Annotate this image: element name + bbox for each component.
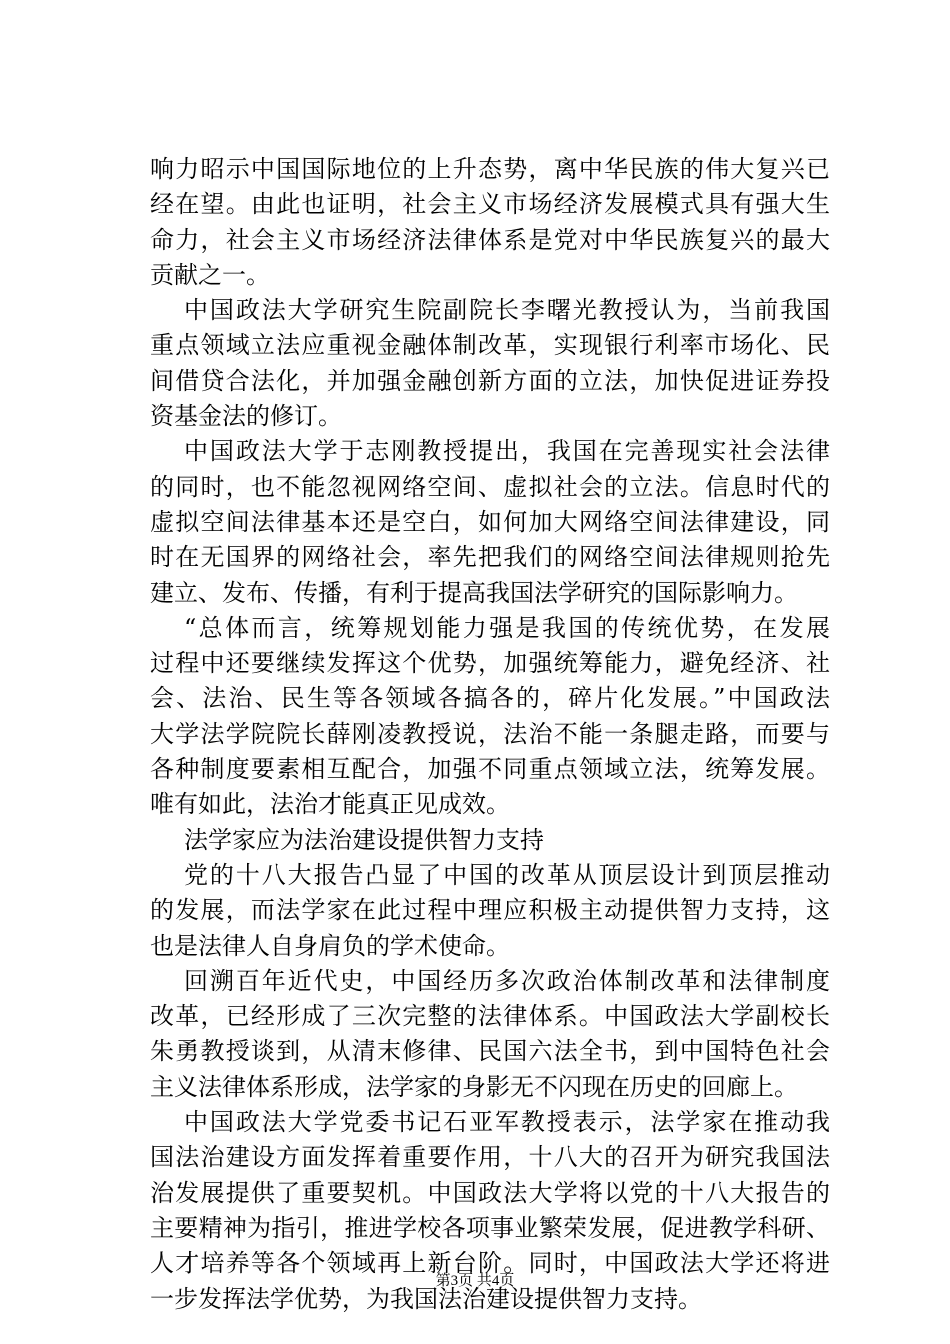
text-line: 重点领域立法应重视金融体制改革，实现银行利率市场化、民 [150,331,830,360]
text-line: 一步发挥法学优势，为我国法治建设提供智力支持。 [150,1284,702,1313]
text-line: 会、法治、民生等各领域各搞各的，碎片化发展。”中国政法 [150,684,830,713]
text-line: 也是法律人自身肩负的学术使命。 [150,931,510,960]
text-line: 大学法学院院长薛刚凌教授说，法治不能一条腿走路，而要与 [150,719,830,748]
text-line: 朱勇教授谈到，从清末修律、民国六法全书，到中国特色社会 [150,1037,830,1066]
text-line: 唯有如此，法治才能真正见成效。 [150,790,510,819]
text-line: 党的十八大报告凸显了中国的改革从顶层设计到顶层推动 [184,860,830,889]
text-line: 时在无国界的网络社会，率先把我们的网络空间法律规则抢先 [150,543,830,572]
text-line: 中国政法大学于志刚教授提出，我国在完善现实社会法律 [184,437,830,466]
text-line: 中国政法大学研究生院副院长李曙光教授认为，当前我国 [184,296,830,325]
text-line: 国法治建设方面发挥着重要作用，十八大的召开为研究我国法 [150,1143,830,1172]
text-line: 回溯百年近代史，中国经历多次政治体制改革和法律制度 [184,966,830,995]
text-line: 间借贷合法化，并加强金融创新方面的立法，加快促进证券投 [150,366,830,395]
text-line: 建立、发布、传播，有利于提高我国法学研究的国际影响力。 [150,578,798,607]
text-line: 经在望。由此也证明，社会主义市场经济发展模式具有强大生 [150,190,830,219]
text-line: 贡献之一。 [150,260,270,289]
text-line: 人才培养等各个领域再上新台阶。同时，中国政法大学还将进 [150,1249,830,1278]
text-line: 各种制度要素相互配合，加强不同重点领域立法，统筹发展。 [150,755,830,784]
text-line: 治发展提供了重要契机。中国政法大学将以党的十八大报告的 [150,1178,830,1207]
text-line: 法学家应为法治建设提供智力支持 [184,825,544,854]
text-line: 的同时，也不能忽视网络空间、虚拟社会的立法。信息时代的 [150,472,830,501]
text-line: “总体而言，统筹规划能力强是我国的传统优势，在发展 [184,613,830,642]
page-footer: 第3页 共4页 [435,1273,515,1289]
document-body [150,152,830,1317]
text-line: 中国政法大学党委书记石亚军教授表示，法学家在推动我 [184,1108,830,1137]
text-line: 主义法律体系形成，法学家的身影无不闪现在历史的回廊上。 [150,1072,798,1101]
text-line: 主要精神为指引，推进学校各项事业繁荣发展，促进教学科研、 [150,1213,830,1242]
text-line: 资基金法的修订。 [150,402,342,431]
text-line: 的发展，而法学家在此过程中理应积极主动提供智力支持，这 [150,896,830,925]
text-line: 虚拟空间法律基本还是空白，如何加大网络空间法律建设，同 [150,507,830,536]
text-line: 改革，已经形成了三次完整的法律体系。中国政法大学副校长 [150,1002,830,1031]
text-line: 过程中还要继续发挥这个优势，加强统筹能力，避免经济、社 [150,649,830,678]
text-line: 响力昭示中国国际地位的上升态势，离中华民族的伟大复兴已 [150,155,830,183]
text-line: 命力，社会主义市场经济法律体系是党对中华民族复兴的最大 [150,225,830,254]
